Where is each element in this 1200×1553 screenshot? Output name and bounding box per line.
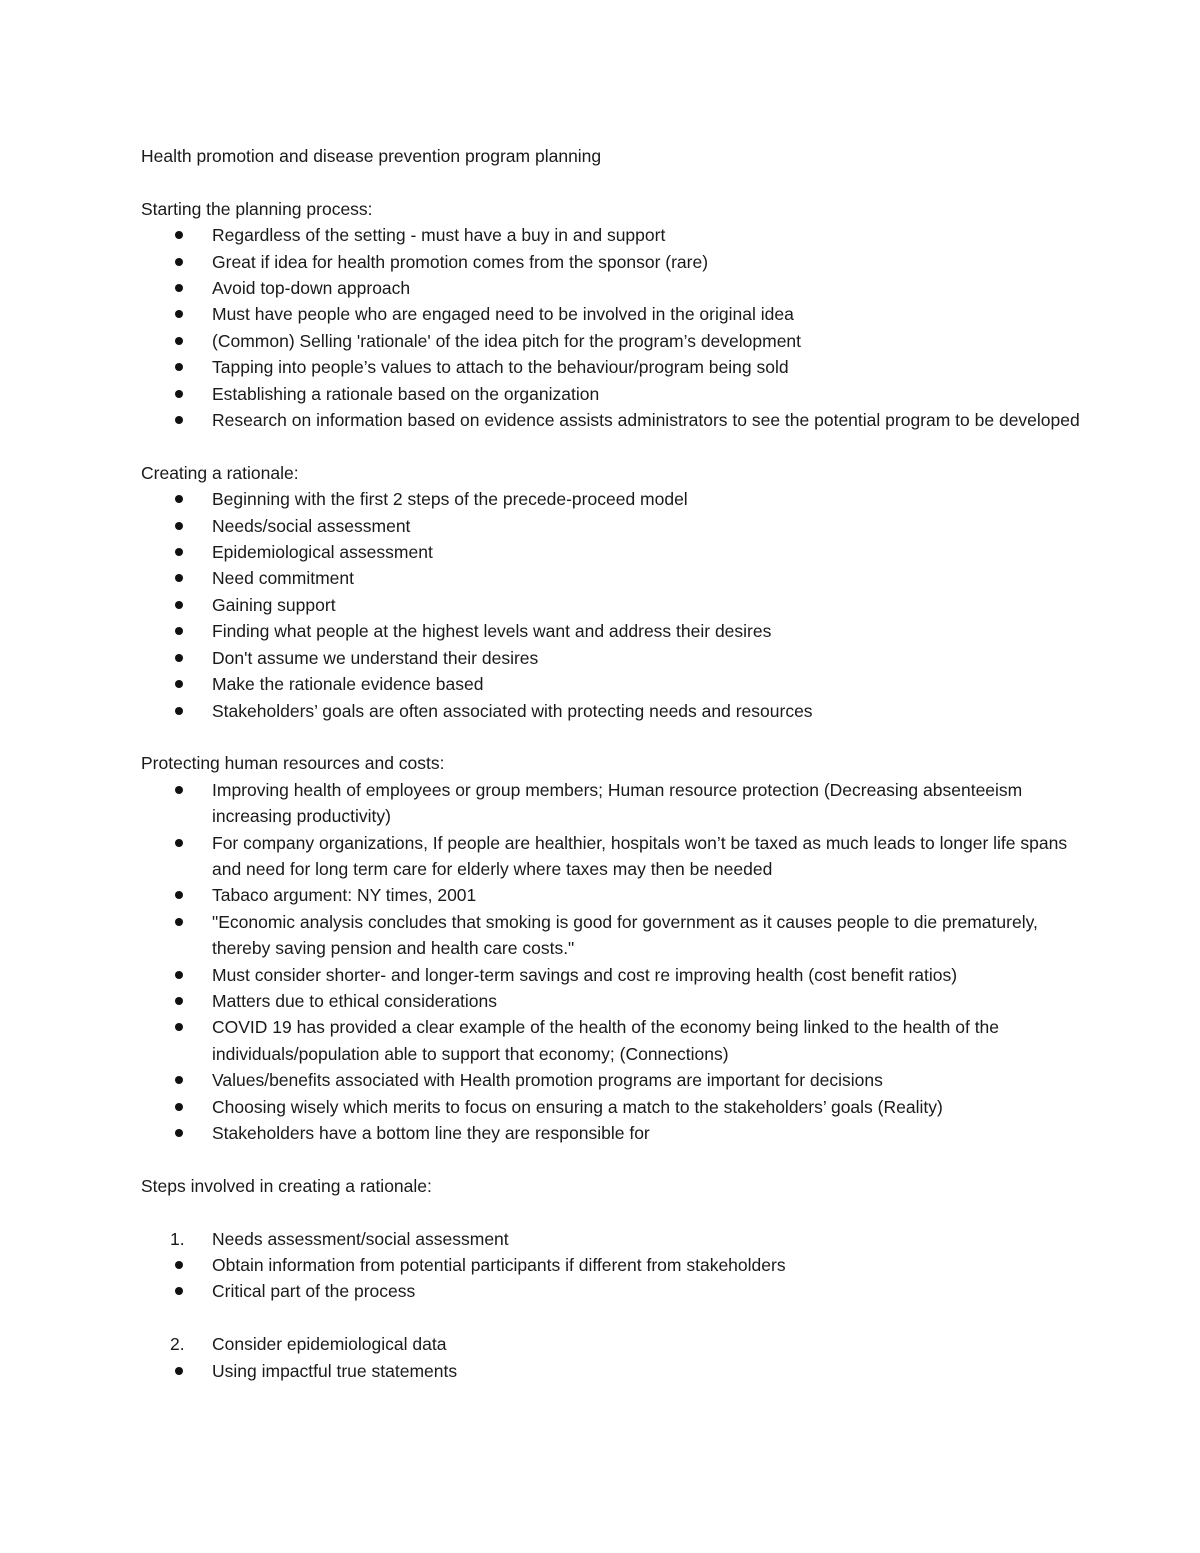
list-item: Establishing a rationale based on the organization	[141, 381, 1080, 407]
bullet-icon	[175, 1287, 183, 1295]
bullet-icon	[175, 310, 183, 318]
list-item: For company organizations, If people are healthier, hospitals won’t be taxed as much leads to longer life spans and need for long term care for elderly where taxes may then be needed	[141, 830, 1080, 883]
list-item: Beginning with the first 2 steps of the precede-proceed model	[141, 486, 1080, 512]
bullet-icon	[175, 707, 183, 715]
list-item: COVID 19 has provided a clear example of the health of the economy being linked to the health of the individuals/population able to support that economy; (Connections)	[141, 1014, 1080, 1067]
list-item: Tapping into people’s values to attach to the behaviour/program being sold	[141, 354, 1080, 380]
bullet-icon	[175, 284, 183, 292]
steps-list-continued	[141, 1331, 1080, 1357]
bullet-icon	[175, 231, 183, 239]
bullet-icon	[175, 839, 183, 847]
list-item: Choosing wisely which merits to focus on ensuring a match to the stakeholders’ goals (Reality)	[141, 1094, 1080, 1120]
bullet-icon	[175, 1367, 183, 1375]
bullet-icon	[175, 997, 183, 1005]
list-item: Values/benefits associated with Health promotion programs are important for decisions	[141, 1067, 1080, 1093]
spacer	[141, 1146, 1080, 1172]
list-item: Epidemiological assessment	[141, 539, 1080, 565]
section-heading-planning-process: Starting the planning process:	[141, 198, 373, 219]
list-item: Using impactful true statements	[141, 1358, 1080, 1384]
step-label: Consider epidemiological data	[212, 1334, 447, 1355]
spacer	[141, 724, 1080, 750]
bullet-icon	[175, 363, 183, 371]
list-item: Improving health of employees or group members; Human resource protection (Decreasing absenteeism increasing productivity)	[141, 777, 1080, 830]
bullet-icon	[175, 1023, 183, 1031]
bullet-list-creating-rationale	[141, 486, 1080, 724]
section-heading-creating-rationale: Creating a rationale:	[141, 462, 299, 483]
step-number: 1.	[170, 1228, 185, 1249]
bullet-list-step-2	[141, 1358, 1080, 1384]
bullet-icon	[175, 654, 183, 662]
spacer	[141, 1305, 1080, 1331]
list-item: Critical part of the process	[141, 1278, 1080, 1304]
steps-list	[141, 1226, 1080, 1252]
bullet-icon	[175, 574, 183, 582]
bullet-icon	[175, 1076, 183, 1084]
bullet-icon	[175, 918, 183, 926]
spacer	[141, 433, 1080, 459]
document-title: Health promotion and disease prevention program planning	[141, 146, 602, 166]
bullet-list-protecting-resources	[141, 777, 1080, 1147]
step-label: Needs assessment/social assessment	[212, 1228, 509, 1249]
list-item: Regardless of the setting - must have a buy in and support	[141, 222, 1080, 248]
list-item: Great if idea for health promotion comes from the sponsor (rare)	[141, 249, 1080, 275]
section-heading-protecting-resources: Protecting human resources and costs:	[141, 753, 445, 774]
bullet-icon	[175, 258, 183, 266]
step-item-2	[141, 1331, 1080, 1357]
bullet-list-planning-process	[141, 222, 1080, 433]
bullet-icon	[175, 786, 183, 794]
list-item: Must consider shorter- and longer-term savings and cost re improving health (cost benefit ratios)	[141, 962, 1080, 988]
list-item: "Economic analysis concludes that smoking is good for government as it causes people to die prematurely, thereby saving pension and health care costs."	[141, 909, 1080, 962]
bullet-icon	[175, 495, 183, 503]
list-item: Research on information based on evidence assists administrators to see the potential program to be developed	[141, 407, 1080, 433]
bullet-icon	[175, 627, 183, 635]
list-item: Need commitment	[141, 565, 1080, 591]
list-item: Stakeholders’ goals are often associated with protecting needs and resources	[141, 698, 1080, 724]
step-item-1	[141, 1226, 1080, 1252]
bullet-icon	[175, 416, 183, 424]
bullet-icon	[175, 1129, 183, 1137]
bullet-icon	[175, 971, 183, 979]
list-item: Gaining support	[141, 592, 1080, 618]
bullet-icon	[175, 601, 183, 609]
bullet-icon	[175, 337, 183, 345]
list-item: Avoid top-down approach	[141, 275, 1080, 301]
bullet-icon	[175, 1261, 183, 1269]
list-item: Don't assume we understand their desires	[141, 645, 1080, 671]
bullet-icon	[175, 680, 183, 688]
step-number: 2.	[170, 1334, 185, 1355]
list-item: Needs/social assessment	[141, 513, 1080, 539]
section-heading-steps: Steps involved in creating a rationale:	[141, 1175, 432, 1196]
bullet-icon	[175, 548, 183, 556]
list-item: Make the rationale evidence based	[141, 671, 1080, 697]
bullet-list-step-1	[141, 1252, 1080, 1305]
bullet-icon	[175, 1103, 183, 1111]
bullet-icon	[175, 891, 183, 899]
spacer	[141, 1199, 1080, 1225]
list-item: (Common) Selling 'rationale' of the idea pitch for the program’s development	[141, 328, 1080, 354]
bullet-icon	[175, 390, 183, 398]
list-item: Must have people who are engaged need to be involved in the original idea	[141, 301, 1080, 327]
list-item: Stakeholders have a bottom line they are responsible for	[141, 1120, 1080, 1146]
list-item: Finding what people at the highest levels want and address their desires	[141, 618, 1080, 644]
bullet-icon	[175, 522, 183, 530]
list-item: Matters due to ethical considerations	[141, 988, 1080, 1014]
list-item: Tabaco argument: NY times, 2001	[141, 882, 1080, 908]
list-item: Obtain information from potential participants if different from stakeholders	[141, 1252, 1080, 1278]
